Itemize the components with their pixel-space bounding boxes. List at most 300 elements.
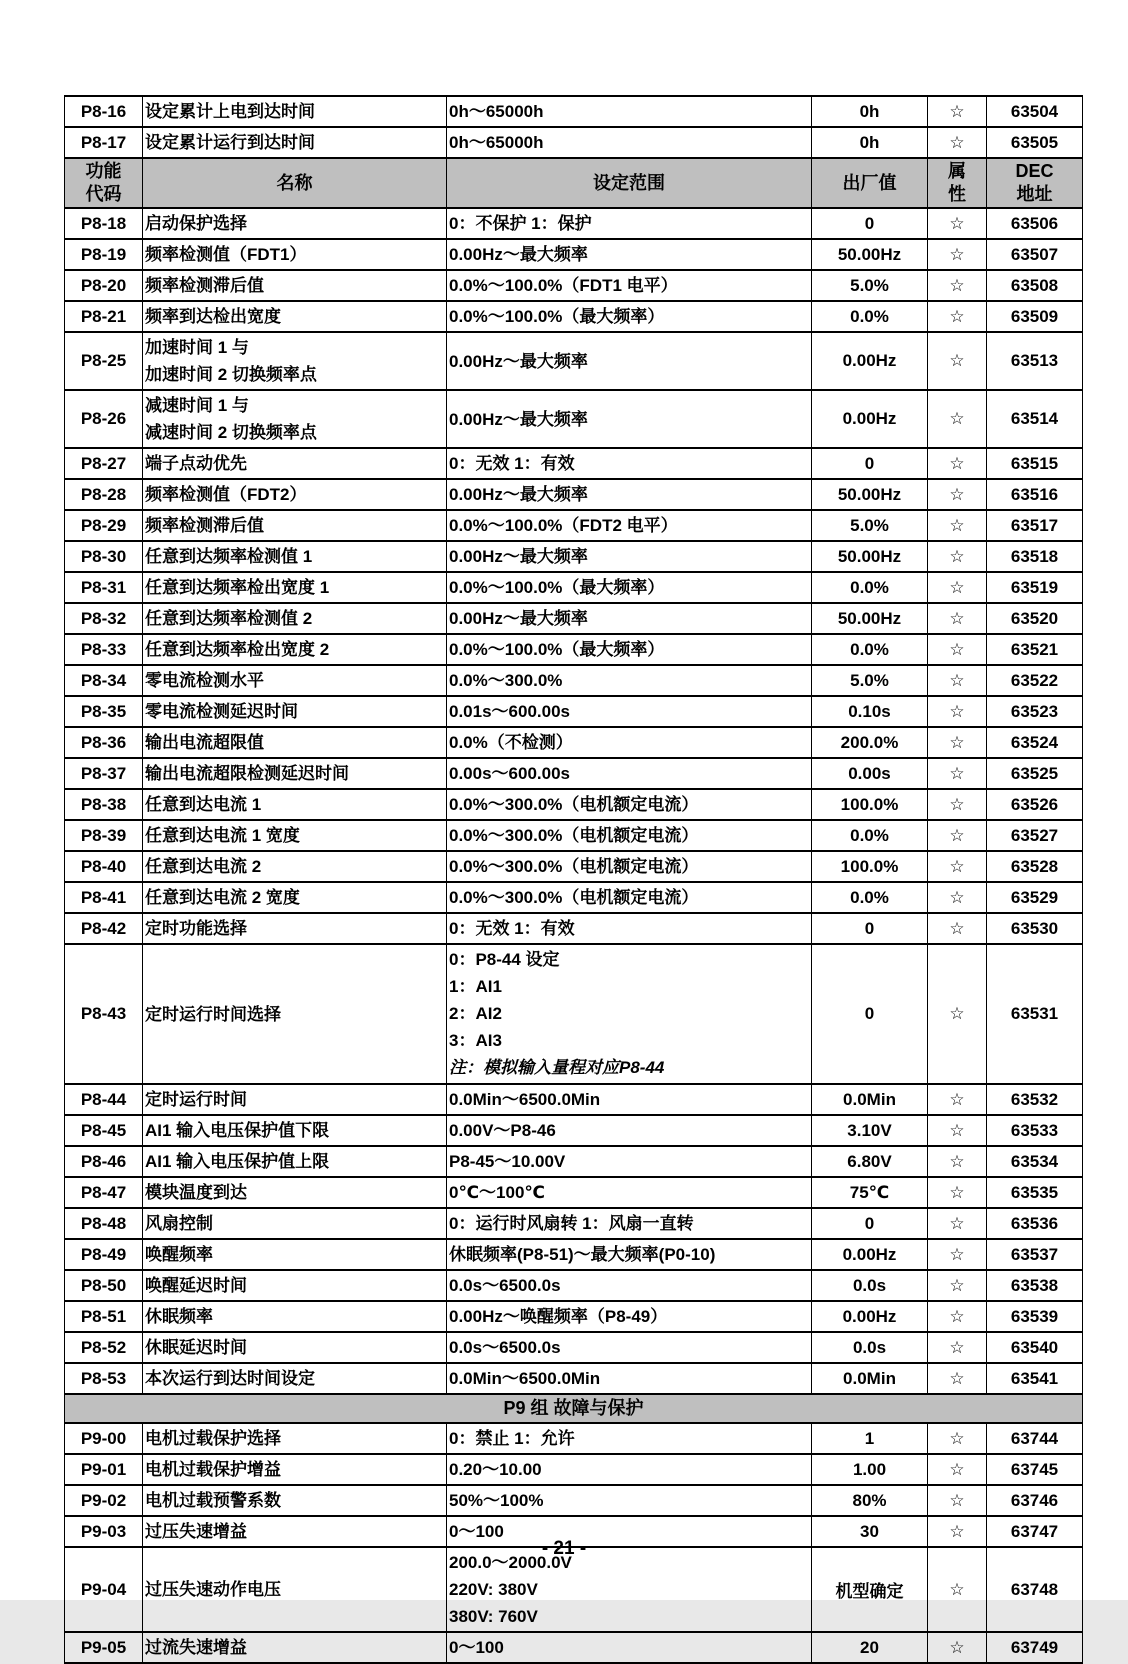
cell-name	[143, 1115, 447, 1146]
star-icon: ☆	[949, 639, 965, 659]
cell-default: 0.0Min	[812, 1084, 928, 1115]
cell-range	[447, 1239, 812, 1270]
cell-default: 200.0%	[812, 727, 928, 758]
cell-dec: 63523	[987, 696, 1083, 727]
cell-name	[143, 479, 447, 510]
table-row	[65, 208, 1083, 239]
cell-line: 0.0s～6500.0s	[449, 1276, 561, 1295]
table-row	[65, 332, 1083, 390]
cell-line: 零电流检测水平	[145, 671, 264, 690]
cell-dec: 63525	[987, 758, 1083, 789]
cell-attr	[928, 1146, 987, 1177]
star-icon: ☆	[949, 515, 965, 535]
cell-line: 0：无效 1：有效	[449, 454, 575, 473]
cell-range	[447, 96, 812, 127]
cell-code: P8-29	[65, 510, 143, 541]
cell-name	[143, 665, 447, 696]
star-icon: ☆	[949, 856, 965, 876]
cell-line: 输出电流超限值	[145, 733, 264, 752]
cell-line: 启动保护选择	[145, 214, 247, 233]
cell-range	[447, 882, 812, 913]
cell-line: 50%～100%	[449, 1491, 544, 1510]
cell-dec: 63521	[987, 634, 1083, 665]
star-icon: ☆	[949, 608, 965, 628]
cell-default: 30	[812, 1516, 928, 1547]
cell-dec: 63537	[987, 1239, 1083, 1270]
cell-code: P8-27	[65, 448, 143, 479]
cell-line: 属	[948, 161, 966, 181]
cell-name	[143, 851, 447, 882]
cell-attr	[928, 1115, 987, 1146]
cell-line: 0℃～100℃	[449, 1183, 545, 1202]
cell-line: 0.00Hz～最大频率	[449, 547, 588, 566]
cell-default: 3.10V	[812, 1115, 928, 1146]
table-row	[65, 1239, 1083, 1270]
cell-dec: 63527	[987, 820, 1083, 851]
cell-range	[447, 696, 812, 727]
cell-range	[447, 1146, 812, 1177]
cell-code: P8-42	[65, 913, 143, 944]
cell-line: 电机过载预警系数	[145, 1491, 281, 1510]
star-icon: ☆	[949, 132, 965, 152]
cell-default: 0	[812, 448, 928, 479]
star-icon: ☆	[949, 351, 965, 370]
table-row	[65, 603, 1083, 634]
cell-default: 0.00Hz	[812, 390, 928, 448]
cell-line: 零电流检测延迟时间	[145, 702, 298, 721]
table-row	[65, 270, 1083, 301]
cell-line: 0～100	[449, 1522, 504, 1541]
cell-attr	[928, 448, 987, 479]
cell-line: 任意到达频率检出宽度 1	[145, 578, 330, 597]
cell-default: 0.00Hz	[812, 1239, 928, 1270]
cell-range	[447, 479, 812, 510]
table-row	[65, 1177, 1083, 1208]
table-row	[65, 127, 1083, 158]
header-attr	[928, 158, 987, 208]
cell-name	[143, 758, 447, 789]
cell-range	[447, 127, 812, 158]
cell-line: 风扇控制	[145, 1214, 213, 1233]
cell-attr	[928, 1208, 987, 1239]
cell-line: 功能	[85, 161, 122, 181]
cell-default: 75℃	[812, 1177, 928, 1208]
cell-name	[143, 448, 447, 479]
cell-default: 1.00	[812, 1454, 928, 1485]
cell-default: 50.00Hz	[812, 541, 928, 572]
cell-line: 任意到达电流 2 宽度	[145, 888, 300, 907]
cell-line: 0.20～10.00	[449, 1460, 542, 1479]
cell-name	[143, 944, 447, 1084]
cell-default: 5.0%	[812, 510, 928, 541]
cell-range	[447, 332, 812, 390]
cell-range	[447, 510, 812, 541]
cell-default: 50.00Hz	[812, 239, 928, 270]
cell-default: 机型确定	[812, 1547, 928, 1632]
cell-dec: 63532	[987, 1084, 1083, 1115]
cell-line: 频率检测值（FDT1）	[145, 245, 307, 264]
table-row	[65, 913, 1083, 944]
cell-attr	[928, 696, 987, 727]
cell-line: 380V: 760V	[449, 1607, 538, 1626]
cell-attr	[928, 820, 987, 851]
cell-line: 加速时间 1 与	[145, 338, 249, 357]
cell-dec: 63533	[987, 1115, 1083, 1146]
cell-default: 0.0%	[812, 634, 928, 665]
cell-name	[143, 820, 447, 851]
cell-dec: 63524	[987, 727, 1083, 758]
cell-dec: 63522	[987, 665, 1083, 696]
cell-line: 定时运行时间选择	[145, 1004, 281, 1024]
cell-default: 0.0%	[812, 882, 928, 913]
cell-code: P8-50	[65, 1270, 143, 1301]
cell-line: 代码	[85, 184, 122, 204]
cell-line: 0.0s～6500.0s	[449, 1338, 561, 1357]
cell-dec: 63541	[987, 1363, 1083, 1394]
cell-line: 0.0%～100.0%（FDT1 电平）	[449, 276, 678, 295]
cell-attr	[928, 1084, 987, 1115]
header-dec	[987, 158, 1083, 208]
cell-line: 模块温度到达	[145, 1183, 247, 1202]
cell-line: 输出电流超限检测延迟时间	[145, 764, 349, 783]
cell-range	[447, 634, 812, 665]
range-note: 注：模拟输入量程对应P8-44	[449, 1058, 665, 1077]
cell-default: 5.0%	[812, 270, 928, 301]
cell-line: 过压失速增益	[145, 1522, 247, 1541]
cell-attr	[928, 541, 987, 572]
cell-name	[143, 96, 447, 127]
cell-line: 0：运行时风扇转 1：风扇一直转	[449, 1214, 694, 1233]
cell-attr	[928, 239, 987, 270]
cell-default: 50.00Hz	[812, 479, 928, 510]
cell-line: 220V: 380V	[449, 1580, 538, 1599]
cell-default: 50.00Hz	[812, 603, 928, 634]
cell-line: 0.00Hz～最大频率	[449, 351, 588, 371]
cell-name	[143, 541, 447, 572]
cell-name	[143, 913, 447, 944]
cell-default: 0.0Min	[812, 1363, 928, 1394]
star-icon: ☆	[949, 1004, 965, 1023]
cell-line: 1：AI1	[449, 977, 502, 996]
table-row	[65, 696, 1083, 727]
cell-dec: 63534	[987, 1146, 1083, 1177]
cell-dec: 63745	[987, 1454, 1083, 1485]
cell-line: 任意到达电流 1 宽度	[145, 826, 300, 845]
page-number: - 21 -	[541, 1538, 587, 1559]
cell-attr	[928, 882, 987, 913]
cell-default: 0	[812, 913, 928, 944]
cell-attr	[928, 1177, 987, 1208]
cell-name	[143, 208, 447, 239]
cell-dec: 63531	[987, 944, 1083, 1084]
cell-attr	[928, 270, 987, 301]
star-icon: ☆	[949, 1120, 965, 1140]
cell-range	[447, 1363, 812, 1394]
table-row	[65, 758, 1083, 789]
table-row	[65, 572, 1083, 603]
table-row	[65, 448, 1083, 479]
cell-dec: 63514	[987, 390, 1083, 448]
cell-name	[143, 270, 447, 301]
cell-default: 0.00Hz	[812, 1301, 928, 1332]
cell-line: 0.0%～300.0%（电机额定电流）	[449, 888, 699, 907]
star-icon: ☆	[949, 453, 965, 473]
cell-line: 端子点动优先	[145, 454, 247, 473]
cell-attr	[928, 208, 987, 239]
cell-code: P8-48	[65, 1208, 143, 1239]
cell-range	[447, 1270, 812, 1301]
cell-attr	[928, 1454, 987, 1485]
cell-line: 0.0%（不检测）	[449, 733, 573, 752]
cell-line: 减速时间 1 与	[145, 396, 249, 415]
star-icon: ☆	[949, 306, 965, 326]
cell-line: 性	[948, 184, 966, 204]
cell-line: 定时功能选择	[145, 919, 247, 938]
cell-attr	[928, 1239, 987, 1270]
cell-attr	[928, 1632, 987, 1663]
cell-line: AI1 输入电压保护值上限	[145, 1152, 330, 1171]
cell-line: 本次运行到达时间设定	[145, 1369, 315, 1388]
table-row	[65, 727, 1083, 758]
cell-line: 任意到达频率检测值 1	[145, 547, 313, 566]
table-row	[65, 510, 1083, 541]
star-icon: ☆	[949, 1521, 965, 1541]
table-row	[65, 665, 1083, 696]
star-icon: ☆	[949, 1306, 965, 1326]
cell-line: 0.00Hz～最大频率	[449, 409, 588, 429]
cell-default: 80%	[812, 1485, 928, 1516]
star-icon: ☆	[949, 1637, 965, 1657]
cell-default: 6.80V	[812, 1146, 928, 1177]
cell-range	[447, 1485, 812, 1516]
cell-range	[447, 820, 812, 851]
cell-name	[143, 882, 447, 913]
cell-code: P8-37	[65, 758, 143, 789]
cell-range	[447, 1423, 812, 1454]
cell-default: 20	[812, 1632, 928, 1663]
table-row	[65, 301, 1083, 332]
cell-attr	[928, 1301, 987, 1332]
cell-line: 频率检测值（FDT2）	[145, 485, 307, 504]
star-icon: ☆	[949, 1337, 965, 1357]
cell-line: 任意到达频率检出宽度 2	[145, 640, 330, 659]
cell-name	[143, 789, 447, 820]
cell-line: 0.00Hz～最大频率	[449, 485, 588, 504]
table-row	[65, 1208, 1083, 1239]
cell-range	[447, 1084, 812, 1115]
star-icon: ☆	[949, 670, 965, 690]
cell-code: P8-16	[65, 96, 143, 127]
cell-attr	[928, 944, 987, 1084]
cell-dec: 63535	[987, 1177, 1083, 1208]
cell-line: 过压失速动作电压	[145, 1580, 281, 1599]
cell-line: 0.00V～P8-46	[449, 1121, 556, 1140]
cell-code: P9-03	[65, 1516, 143, 1547]
cell-attr	[928, 96, 987, 127]
cell-default: 0.0s	[812, 1332, 928, 1363]
cell-line: 唤醒延迟时间	[145, 1276, 247, 1295]
cell-attr	[928, 913, 987, 944]
cell-line: 设定范围	[593, 172, 665, 193]
cell-line: 0.0%～100.0%（最大频率）	[449, 307, 665, 326]
cell-range	[447, 1208, 812, 1239]
cell-code: P8-18	[65, 208, 143, 239]
cell-code: P8-41	[65, 882, 143, 913]
cell-line: 电机过载保护选择	[145, 1429, 281, 1448]
cell-line: 休眠延迟时间	[145, 1338, 247, 1357]
cell-code: P8-21	[65, 301, 143, 332]
cell-code: P8-36	[65, 727, 143, 758]
cell-code: P8-39	[65, 820, 143, 851]
cell-line: 出厂值	[842, 172, 897, 193]
cell-range	[447, 913, 812, 944]
cell-dec: 63746	[987, 1485, 1083, 1516]
cell-line: 减速时间 2 切换频率点	[145, 423, 317, 442]
group-label: P9 组 故障与保护	[65, 1394, 1083, 1423]
table-row	[65, 634, 1083, 665]
cell-name	[143, 1454, 447, 1485]
cell-line: 2：AI2	[449, 1004, 502, 1023]
cell-line: 设定累计上电到达时间	[145, 102, 315, 121]
cell-line: 名称	[276, 172, 313, 193]
cell-range	[447, 541, 812, 572]
cell-dec: 63747	[987, 1516, 1083, 1547]
star-icon: ☆	[949, 1459, 965, 1479]
cell-dec: 63529	[987, 882, 1083, 913]
table-row	[65, 1454, 1083, 1485]
cell-range	[447, 944, 812, 1084]
cell-default: 1	[812, 1423, 928, 1454]
star-icon: ☆	[949, 887, 965, 907]
cell-code: P8-17	[65, 127, 143, 158]
cell-dec: 63517	[987, 510, 1083, 541]
cell-code: P8-35	[65, 696, 143, 727]
cell-code: P8-31	[65, 572, 143, 603]
cell-line: 频率检测滞后值	[145, 516, 264, 535]
param-table-body	[65, 96, 1083, 1663]
table-row	[65, 1363, 1083, 1394]
cell-name	[143, 1239, 447, 1270]
cell-name	[143, 1146, 447, 1177]
table-row	[65, 1146, 1083, 1177]
cell-dec: 63528	[987, 851, 1083, 882]
star-icon: ☆	[949, 244, 965, 264]
cell-attr	[928, 510, 987, 541]
cell-default: 100.0%	[812, 789, 928, 820]
cell-attr	[928, 727, 987, 758]
cell-range	[447, 603, 812, 634]
cell-code: P8-46	[65, 1146, 143, 1177]
cell-default: 100.0%	[812, 851, 928, 882]
cell-line: 0.0Min～6500.0Min	[449, 1090, 601, 1109]
cell-dec: 63749	[987, 1632, 1083, 1663]
cell-code: P8-20	[65, 270, 143, 301]
table-row	[65, 390, 1083, 448]
star-icon: ☆	[949, 1368, 965, 1388]
table-row	[65, 1270, 1083, 1301]
table-row	[65, 789, 1083, 820]
star-icon: ☆	[949, 213, 965, 233]
cell-line: 0：不保护 1：保护	[449, 214, 592, 233]
cell-code: P8-30	[65, 541, 143, 572]
cell-attr	[928, 332, 987, 390]
cell-code: P8-32	[65, 603, 143, 634]
cell-dec: 63744	[987, 1423, 1083, 1454]
cell-code: P9-01	[65, 1454, 143, 1485]
cell-range	[447, 572, 812, 603]
cell-line: 0.00Hz～最大频率	[449, 245, 588, 264]
cell-line: 休眠频率	[145, 1307, 213, 1326]
star-icon: ☆	[949, 275, 965, 295]
cell-line: 任意到达电流 2	[145, 857, 262, 876]
cell-code: P8-34	[65, 665, 143, 696]
table-row	[65, 1084, 1083, 1115]
cell-attr	[928, 634, 987, 665]
cell-code: P8-49	[65, 1239, 143, 1270]
cell-code: P9-00	[65, 1423, 143, 1454]
cell-default: 0h	[812, 96, 928, 127]
cell-code: P8-53	[65, 1363, 143, 1394]
cell-line: DEC	[1015, 161, 1054, 181]
star-icon: ☆	[949, 918, 965, 938]
cell-line: 设定累计运行到达时间	[145, 133, 315, 152]
cell-line: P8-45～10.00V	[449, 1152, 566, 1171]
table-row	[65, 479, 1083, 510]
cell-line: 频率到达检出宽度	[145, 307, 281, 326]
header-name	[143, 158, 447, 208]
cell-range	[447, 239, 812, 270]
cell-dec: 63513	[987, 332, 1083, 390]
param-table	[64, 95, 1083, 1664]
cell-name	[143, 127, 447, 158]
cell-name	[143, 1332, 447, 1363]
cell-attr	[928, 665, 987, 696]
cell-attr	[928, 1423, 987, 1454]
cell-attr	[928, 572, 987, 603]
cell-dec: 63507	[987, 239, 1083, 270]
table-row	[65, 239, 1083, 270]
cell-dec: 63540	[987, 1332, 1083, 1363]
cell-default: 5.0%	[812, 665, 928, 696]
cell-name	[143, 390, 447, 448]
cell-default: 0	[812, 1208, 928, 1239]
table-row	[65, 1632, 1083, 1663]
cell-line: 0.01s～600.00s	[449, 702, 570, 721]
cell-attr	[928, 851, 987, 882]
star-icon: ☆	[949, 484, 965, 504]
cell-default: 0.10s	[812, 696, 928, 727]
cell-attr	[928, 479, 987, 510]
cell-attr	[928, 789, 987, 820]
cell-line: 地址	[1016, 184, 1053, 204]
cell-range	[447, 727, 812, 758]
star-icon: ☆	[949, 1490, 965, 1510]
cell-dec: 63538	[987, 1270, 1083, 1301]
cell-dec: 63520	[987, 603, 1083, 634]
cell-name	[143, 1423, 447, 1454]
cell-default: 0.0%	[812, 301, 928, 332]
table-row	[65, 1332, 1083, 1363]
table-row	[65, 944, 1083, 1084]
cell-code: P8-33	[65, 634, 143, 665]
header-code	[65, 158, 143, 208]
cell-name	[143, 1485, 447, 1516]
cell-line: 0.0Min～6500.0Min	[449, 1369, 601, 1388]
cell-line: 0h～65000h	[449, 133, 544, 152]
cell-dec: 63536	[987, 1208, 1083, 1239]
cell-range	[447, 789, 812, 820]
cell-dec: 63748	[987, 1547, 1083, 1632]
